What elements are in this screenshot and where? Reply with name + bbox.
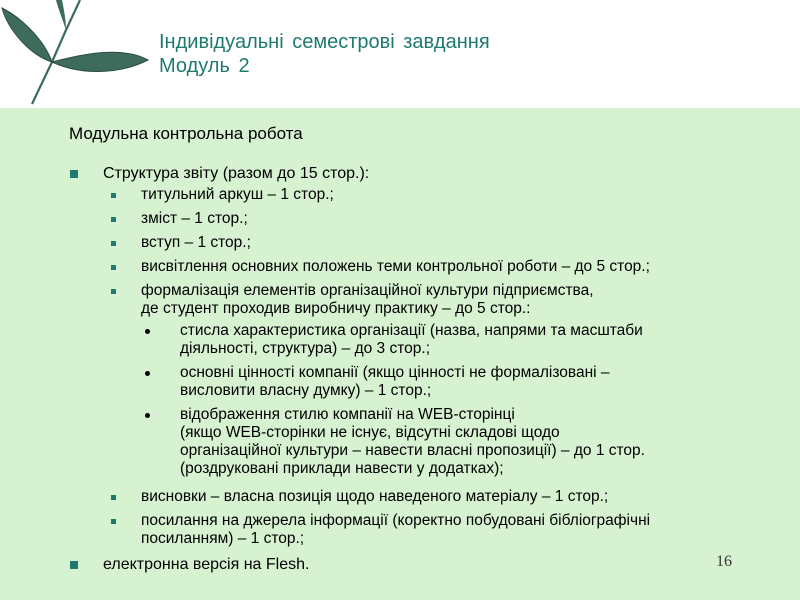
small-square-bullet-icon <box>111 265 116 270</box>
small-square-bullet-icon <box>111 241 116 246</box>
list-item-line: (якщо WEB-сторінки не існує, відсутні складові щодо <box>180 424 560 441</box>
list-item-label: зміст – 1 стор.; <box>141 210 248 227</box>
list-item-label: висвітлення основних положень теми контрольної роботи – до 5 стор.; <box>141 258 650 275</box>
square-bullet-icon <box>70 170 78 178</box>
list-item-line: діяльності, структура) – до 3 стор.; <box>180 340 430 357</box>
list-item-label <box>180 364 610 400</box>
list-item-line: де студент проходив виробничу практику – до 5 стор.: <box>141 300 531 317</box>
small-square-bullet-icon <box>111 495 116 500</box>
dot-bullet-icon <box>145 371 150 376</box>
list-item-label <box>180 406 645 478</box>
list-item-label: Структура звіту (разом до 15 стор.): <box>103 165 370 182</box>
list-item-line: (роздруковані приклади навести у додатках); <box>180 460 504 477</box>
list-item-label <box>141 512 650 548</box>
list-item-line: стисла характеристика організації (назва, напрями та масштаби <box>180 322 643 339</box>
list-item-label: висновки – власна позиція щодо наведеного матеріалу – 1 стор.; <box>141 488 609 505</box>
list-item-label: електронна версія на Flesh. <box>103 556 310 573</box>
page-number: 16 <box>716 553 732 570</box>
list-item-line: посиланням) – 1 стор.; <box>141 530 305 547</box>
list-item-label: вступ – 1 стор.; <box>141 234 251 251</box>
small-square-bullet-icon <box>111 217 116 222</box>
list-item-label: титульний аркуш – 1 стор.; <box>141 186 334 203</box>
small-square-bullet-icon <box>111 289 116 294</box>
title-line-2: Модуль 2 <box>159 55 250 77</box>
section-heading: Модульна контрольна робота <box>69 124 303 143</box>
list-item-label <box>141 282 594 318</box>
slide-title <box>159 30 490 78</box>
small-square-bullet-icon <box>111 519 116 524</box>
title-line-1: Індивідуальні семестрові завдання <box>159 31 490 53</box>
dot-bullet-icon <box>145 413 150 418</box>
dot-bullet-icon <box>145 329 150 334</box>
list-item-line: основні цінності компанії (якщо цінності не формалізовані – <box>180 364 610 381</box>
list-item-line: формалізація елементів організаційної культури підприємства, <box>141 282 594 299</box>
list-item-line: відображення стилю компанії на WEB-сторінці <box>180 406 515 423</box>
list-item-line: посилання на джерела інформації (коректно побудовані бібліографічні <box>141 512 651 529</box>
square-bullet-icon <box>70 561 78 569</box>
small-square-bullet-icon <box>111 193 116 198</box>
list-item-label <box>180 322 643 358</box>
list-item-line: висловити власну думку) – 1 стор.; <box>180 382 432 399</box>
leaf-logo-icon <box>0 0 150 108</box>
list-item-line: організаційної культури – навести власні пропозиції) – до 1 стор. <box>180 442 645 459</box>
